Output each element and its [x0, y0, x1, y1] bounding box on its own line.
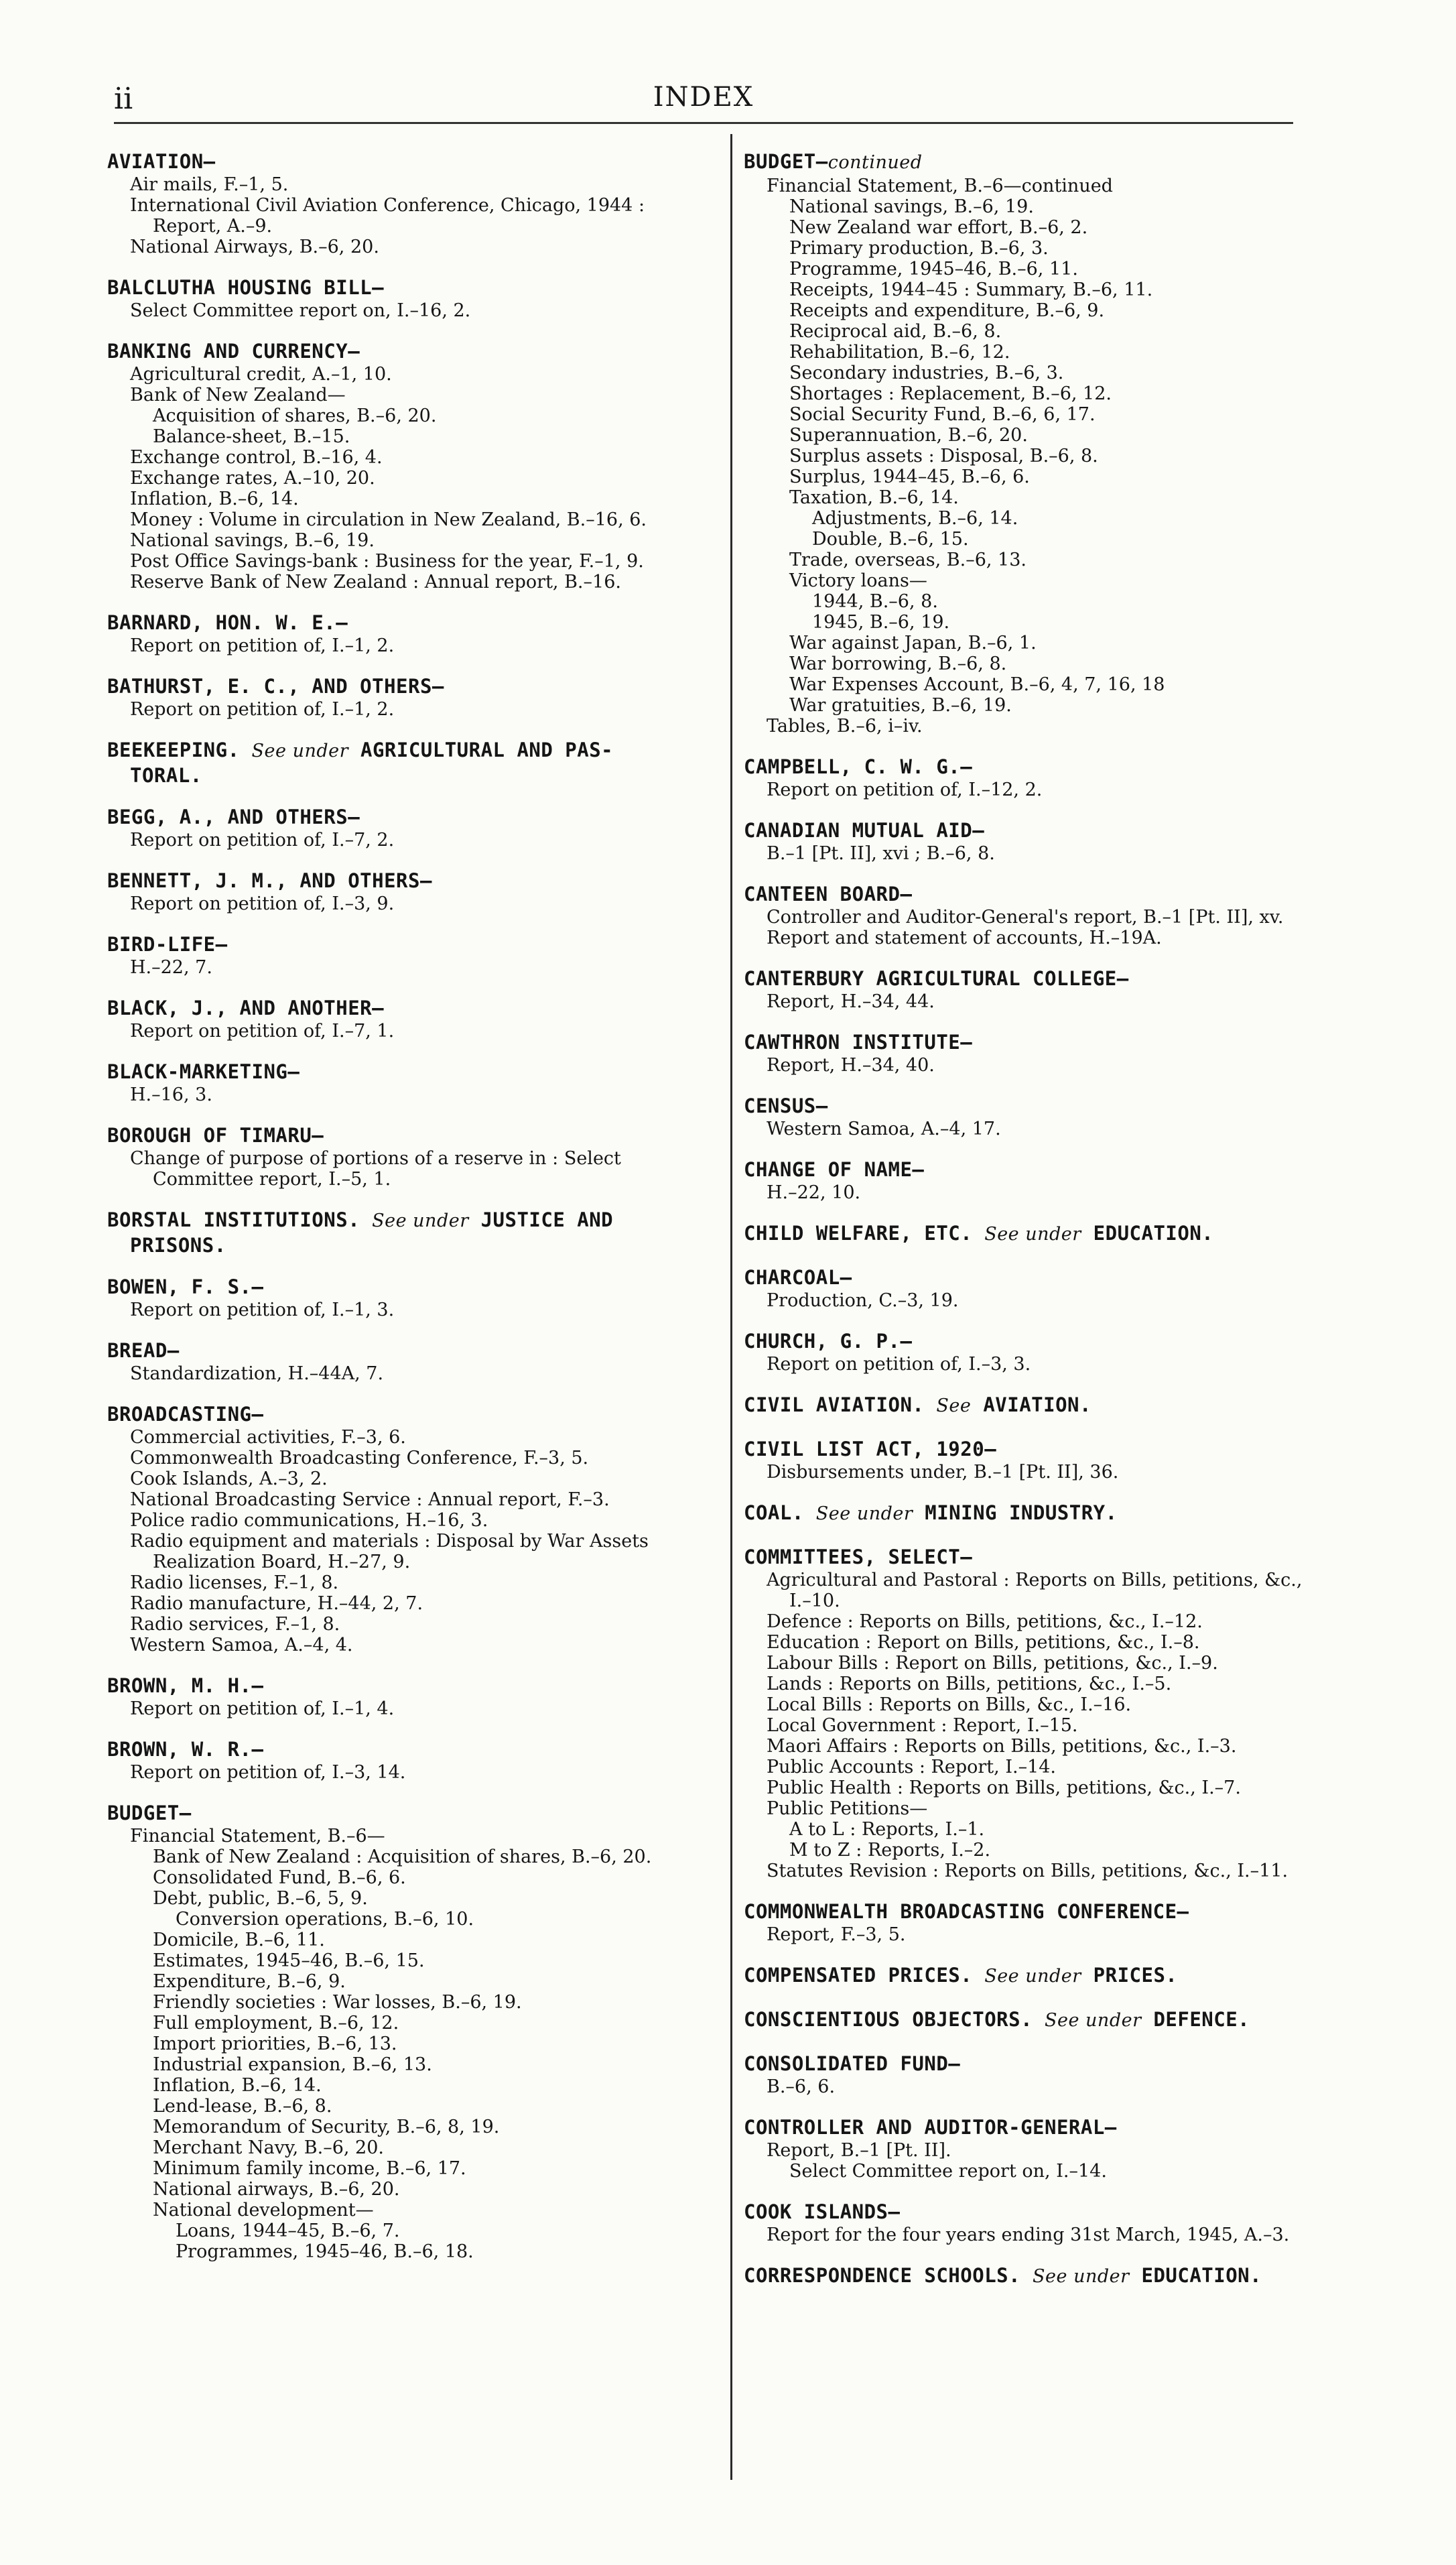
entry-heading	[107, 275, 724, 300]
entry-subline: Report, B.–1 [Pt. II].	[767, 2140, 951, 2161]
entry-subline: Report on petition of, I.–3, 14.	[130, 1762, 406, 1783]
heading-text: CHURCH, G. P.—	[744, 1330, 913, 1353]
index-entry	[744, 818, 1387, 864]
index-entry	[107, 275, 724, 321]
index-entry	[744, 966, 1387, 1012]
heading-text: CONSOLIDATED FUND—	[744, 2052, 961, 2075]
entry-subline: H.–22, 10.	[767, 1182, 861, 1203]
index-entry	[107, 1401, 724, 1655]
entry-subline: Cook Islands, A.–3, 2.	[130, 1468, 328, 1489]
entry-subline: Report on petition of, I.–12, 2.	[767, 779, 1043, 800]
entry-subline: War against Japan, B.–6, 1.	[789, 633, 1037, 653]
entry-subline: Social Security Fund, B.–6, 6, 17.	[789, 404, 1096, 425]
index-entry	[744, 1157, 1387, 1203]
entry-subline: Statutes Revision : Reports on Bills, petitions, &c., I.–11.	[767, 1861, 1288, 1881]
index-entry	[744, 1962, 1387, 1989]
see-target: AVIATION.	[983, 1393, 1091, 1416]
entry-subline: 1945, B.–6, 19.	[812, 612, 950, 633]
entry-subline: Agricultural credit, A.–1, 10.	[130, 364, 392, 385]
entry-subline: Loans, 1944–45, B.–6, 7.	[176, 2220, 400, 2241]
entry-subline: H.–22, 7.	[130, 957, 212, 978]
entry-subline: Programmes, 1945–46, B.–6, 18.	[176, 2241, 474, 2262]
heading-text: BROADCASTING—	[107, 1403, 264, 1426]
heading-text: COOK ISLANDS—	[744, 2200, 901, 2223]
see-target: MINING INDUSTRY.	[925, 1501, 1118, 1524]
entry-heading-continuation: TORAL.	[130, 764, 202, 787]
index-entry	[744, 1029, 1387, 1076]
entry-heading	[744, 1962, 1387, 1989]
heading-text: CANTEEN BOARD—	[744, 883, 913, 905]
entry-heading	[744, 1157, 1387, 1182]
heading-text: COMPENSATED PRICES.	[744, 1964, 973, 1987]
see-reference: See under	[984, 1224, 1081, 1245]
index-entry	[107, 804, 724, 851]
entry-heading	[744, 2115, 1387, 2140]
entry-subline: Friendly societies : War losses, B.–6, 19.	[153, 1992, 522, 2013]
entry-subline: Report on petition of, I.–7, 2.	[130, 830, 395, 851]
index-entry	[107, 995, 724, 1042]
heading-text: CONTROLLER AND AUDITOR-GENERAL—	[744, 2116, 1117, 2139]
entry-heading	[107, 1737, 724, 1762]
entry-subline: Lands : Reports on Bills, petitions, &c., I.–5.	[767, 1674, 1172, 1694]
entry-subline: National savings, B.–6, 19.	[789, 196, 1034, 217]
entry-heading	[107, 804, 724, 830]
heading-text: CHANGE OF NAME—	[744, 1158, 925, 1181]
heading-text: CHARCOAL—	[744, 1266, 852, 1289]
entry-subline: Report and statement of accounts, H.–19A.	[767, 928, 1162, 948]
entry-heading	[107, 674, 724, 699]
index-entry	[744, 1544, 1387, 1881]
heading-text: BLACK-MARKETING—	[107, 1060, 300, 1083]
entry-subline: Report, H.–34, 44.	[767, 991, 935, 1012]
index-entry	[744, 1328, 1387, 1375]
entry-heading	[107, 338, 724, 364]
entry-subline: Consolidated Fund, B.–6, 6.	[153, 1867, 406, 1888]
see-target: PRICES.	[1093, 1964, 1178, 1987]
entry-heading	[744, 2051, 1387, 2076]
entry-subline: Radio licenses, F.–1, 8.	[130, 1572, 339, 1593]
entry-heading	[744, 1093, 1387, 1119]
heading-text: CENSUS—	[744, 1094, 828, 1117]
index-entry	[107, 932, 724, 978]
heading-text: CANTERBURY AGRICULTURAL COLLEGE—	[744, 967, 1129, 990]
entry-subline: I.–10.	[789, 1590, 840, 1611]
heading-text: BROWN, W. R.—	[107, 1738, 264, 1761]
see-reference: See under	[984, 1966, 1081, 1987]
entry-subline: Conversion operations, B.–6, 10.	[176, 1909, 474, 1930]
entry-subline: Committee report, I.–5, 1.	[153, 1169, 391, 1190]
heading-text: AVIATION—	[107, 150, 216, 173]
entry-subline: H.–16, 3.	[130, 1084, 212, 1105]
entry-subline: Report on petition of, I.–7, 1.	[130, 1021, 395, 1042]
index-entry	[107, 1059, 724, 1105]
entry-subline: Defence : Reports on Bills, petitions, &c., I.–12.	[767, 1611, 1203, 1632]
entry-subline: Merchant Navy, B.–6, 20.	[153, 2137, 384, 2158]
entry-heading	[107, 1800, 724, 1826]
entry-subline: B.–1 [Pt. II], xvi ; B.–6, 8.	[767, 843, 995, 864]
entry-subline: Surplus, 1944–45, B.–6, 6.	[789, 466, 1030, 487]
heading-text: CAMPBELL, C. W. G.—	[744, 755, 973, 778]
index-entry	[107, 737, 724, 787]
entry-subline: Bank of New Zealand : Acquisition of shares, B.–6, 20.	[153, 1847, 652, 1867]
heading-text: COMMONWEALTH BROADCASTING CONFERENCE—	[744, 1900, 1189, 1923]
entry-subline: Police radio communications, H.–16, 3.	[130, 1510, 488, 1531]
heading-text: BEEKEEPING.	[107, 739, 240, 761]
entry-subline: War borrowing, B.–6, 8.	[789, 653, 1007, 674]
entry-heading	[107, 610, 724, 635]
entry-subline: National airways, B.–6, 20.	[153, 2179, 400, 2200]
index-entry	[744, 1500, 1387, 1527]
entry-subline: Labour Bills : Report on Bills, petitions, &c., I.–9.	[767, 1653, 1218, 1674]
entry-subline: Receipts, 1944–45 : Summary, B.–6, 11.	[789, 279, 1153, 300]
index-entry	[744, 2199, 1387, 2245]
entry-subline: Money : Volume in circulation in New Zealand, B.–16, 6.	[130, 509, 647, 530]
entry-subline: Minimum family income, B.–6, 17.	[153, 2158, 466, 2179]
heading-continued: continued	[828, 152, 923, 173]
entry-subline: A to L : Reports, I.–1.	[789, 1819, 985, 1840]
entry-subline: Trade, overseas, B.–6, 13.	[789, 550, 1027, 570]
heading-text: BREAD—	[107, 1339, 180, 1362]
entry-subline: Full employment, B.–6, 12.	[153, 2013, 399, 2034]
entry-heading	[107, 1673, 724, 1698]
index-entry	[744, 1392, 1387, 1419]
entry-subline: Local Bills : Reports on Bills, &c., I.–16.	[767, 1694, 1132, 1715]
entry-heading	[744, 1265, 1387, 1290]
entry-subline: Report on petition of, I.–3, 3.	[767, 1354, 1031, 1375]
heading-text: BORSTAL INSTITUTIONS.	[107, 1208, 360, 1231]
see-reference: See under	[815, 1503, 913, 1524]
see-reference: See under	[1045, 2010, 1142, 2031]
entry-subline: Industrial expansion, B.–6, 13.	[153, 2054, 432, 2075]
index-entry	[744, 1265, 1387, 1311]
see-reference: See under	[251, 741, 349, 761]
entry-heading	[744, 149, 1387, 176]
heading-text: BALCLUTHA HOUSING BILL—	[107, 276, 385, 299]
entry-subline: Shortages : Replacement, B.–6, 12.	[789, 383, 1112, 404]
entry-subline: Programme, 1945–46, B.–6, 11.	[789, 259, 1078, 279]
index-column-left	[107, 149, 724, 2262]
entry-subline: Commonwealth Broadcasting Conference, F.–3, 5.	[130, 1448, 589, 1468]
entry-heading	[107, 1207, 724, 1234]
index-entry	[744, 149, 1387, 737]
entry-heading	[744, 1328, 1387, 1354]
entry-subline: Western Samoa, A.–4, 4.	[130, 1635, 353, 1655]
heading-text: BARNARD, HON. W. E.—	[107, 611, 348, 634]
index-entry	[107, 868, 724, 914]
entry-subline: Tables, B.–6, i–iv.	[767, 716, 923, 737]
entry-subline: Agricultural and Pastoral : Reports on Bills, petitions, &c.,	[767, 1570, 1303, 1590]
entry-subline: Domicile, B.–6, 11.	[153, 1930, 325, 1950]
entry-heading	[744, 1899, 1387, 1924]
entry-subline: Acquisition of shares, B.–6, 20.	[153, 405, 437, 426]
entry-subline: Report on petition of, I.–1, 2.	[130, 699, 395, 720]
entry-heading	[107, 1338, 724, 1363]
entry-heading	[744, 1029, 1387, 1055]
entry-subline: National Airways, B.–6, 20.	[130, 237, 379, 257]
entry-subline: Controller and Auditor-General's report, B.–1 [Pt. II], xv.	[767, 907, 1284, 928]
entry-subline: Debt, public, B.–6, 5, 9.	[153, 1888, 368, 1909]
heading-text: BEGG, A., AND OTHERS—	[107, 806, 360, 828]
entry-subline: Financial Statement, B.–6—continued	[767, 176, 1113, 196]
index-entry	[744, 1093, 1387, 1139]
entry-subline: Exchange control, B.–16, 4.	[130, 447, 383, 468]
entry-subline: National savings, B.–6, 19.	[130, 530, 375, 551]
heading-text: CONSCIENTIOUS OBJECTORS.	[744, 2008, 1033, 2031]
entry-subline: Select Committee report on, I.–16, 2.	[130, 300, 471, 321]
index-entry	[744, 1899, 1387, 1945]
entry-heading	[744, 881, 1387, 907]
index-entry	[744, 2007, 1387, 2034]
entry-subline: Report for the four years ending 31st March, 1945, A.–3.	[767, 2225, 1290, 2245]
entry-subline: Estimates, 1945–46, B.–6, 15.	[153, 1950, 425, 1971]
index-entry	[744, 2051, 1387, 2097]
entry-heading	[107, 932, 724, 957]
entry-heading-continuation: PRISONS.	[130, 1234, 226, 1257]
entry-subline: Expenditure, B.–6, 9.	[153, 1971, 346, 1992]
entry-heading	[107, 1123, 724, 1148]
entry-subline: M to Z : Reports, I.–2.	[789, 1840, 991, 1861]
entry-subline: Report, F.–3, 5.	[767, 1924, 906, 1945]
entry-subline: Victory loans—	[789, 570, 927, 591]
entry-subline: Primary production, B.–6, 3.	[789, 238, 1049, 259]
index-entry	[744, 1436, 1387, 1483]
entry-subline: Report on petition of, I.–1, 4.	[130, 1698, 395, 1719]
entry-subline: Public Accounts : Report, I.–14.	[767, 1757, 1057, 1777]
entry-subline: Report on petition of, I.–1, 2.	[130, 635, 395, 656]
entry-subline: Public Petitions—	[767, 1798, 928, 1819]
entry-subline: Report, A.–9.	[153, 216, 273, 237]
entry-subline: Financial Statement, B.–6—	[130, 1826, 385, 1847]
index-entry	[107, 1673, 724, 1719]
entry-subline: Secondary industries, B.–6, 3.	[789, 363, 1064, 383]
see-target: JUSTICE AND	[480, 1208, 614, 1231]
entry-subline: Maori Affairs : Reports on Bills, petitions, &c., I.–3.	[767, 1736, 1237, 1757]
index-column-right	[744, 149, 1387, 2290]
entry-subline: Disbursements under, B.–1 [Pt. II], 36.	[767, 1462, 1119, 1483]
index-entry	[107, 1737, 724, 1783]
see-reference: See	[936, 1395, 972, 1416]
see-target: EDUCATION.	[1093, 1222, 1214, 1245]
entry-heading	[744, 754, 1387, 779]
entry-heading	[107, 737, 724, 764]
entry-subline: Commercial activities, F.–3, 6.	[130, 1427, 406, 1448]
index-entry	[744, 1221, 1387, 1247]
heading-text: BUDGET—	[744, 150, 828, 173]
entry-subline: Air mails, F.–1, 5.	[130, 174, 289, 195]
heading-text: BANKING AND CURRENCY—	[107, 340, 360, 363]
entry-heading	[744, 2263, 1387, 2290]
heading-text: BIRD-LIFE—	[107, 933, 228, 956]
heading-text: CORRESPONDENCE SCHOOLS.	[744, 2264, 1021, 2287]
running-title: INDEX	[653, 82, 754, 113]
entry-subline: War Expenses Account, B.–6, 4, 7, 16, 18	[789, 674, 1165, 695]
entry-subline: B.–6, 6.	[767, 2076, 836, 2097]
entry-subline: Import priorities, B.–6, 13.	[153, 2034, 397, 2054]
index-entry	[744, 881, 1387, 948]
heading-text: CANADIAN MUTUAL AID—	[744, 819, 985, 842]
entry-subline: Report on petition of, I.–3, 9.	[130, 893, 395, 914]
heading-text: CIVIL LIST ACT, 1920—	[744, 1438, 997, 1460]
entry-subline: Rehabilitation, B.–6, 12.	[789, 342, 1010, 363]
heading-text: BUDGET—	[107, 1802, 192, 1824]
entry-subline: Inflation, B.–6, 14.	[153, 2075, 322, 2096]
heading-text: COMMITTEES, SELECT—	[744, 1546, 973, 1568]
heading-text: COAL.	[744, 1501, 804, 1524]
entry-heading	[107, 149, 724, 174]
heading-text: CHILD WELFARE, ETC.	[744, 1222, 973, 1245]
entry-subline: Report on petition of, I.–1, 3.	[130, 1300, 395, 1320]
heading-text: CAWTHRON INSTITUTE—	[744, 1031, 973, 1054]
entry-heading	[744, 818, 1387, 843]
entry-subline: Taxation, B.–6, 14.	[789, 487, 959, 508]
entry-subline: Public Health : Reports on Bills, petitions, &c., I.–7.	[767, 1777, 1241, 1798]
entry-subline: Inflation, B.–6, 14.	[130, 489, 299, 509]
page-number: ii	[114, 82, 133, 116]
entry-subline: Superannuation, B.–6, 20.	[789, 425, 1028, 446]
see-reference: See under	[372, 1210, 469, 1231]
index-entry	[744, 2263, 1387, 2290]
index-entry	[744, 2115, 1387, 2182]
index-entry	[107, 149, 724, 257]
heading-text: BATHURST, E. C., AND OTHERS—	[107, 675, 444, 698]
heading-text: BENNETT, J. M., AND OTHERS—	[107, 869, 432, 892]
entry-heading	[744, 2007, 1387, 2034]
index-entry	[107, 1274, 724, 1320]
index-entry	[107, 338, 724, 592]
entry-subline: Standardization, H.–44A, 7.	[130, 1363, 384, 1384]
index-entry	[107, 1800, 724, 2262]
entry-subline: Local Government : Report, I.–15.	[767, 1715, 1078, 1736]
heading-text: BOROUGH OF TIMARU—	[107, 1124, 324, 1147]
entry-heading	[107, 995, 724, 1021]
entry-heading	[744, 1544, 1387, 1570]
entry-subline: New Zealand war effort, B.–6, 2.	[789, 217, 1088, 238]
entry-heading	[107, 1274, 724, 1300]
entry-subline: Surplus assets : Disposal, B.–6, 8.	[789, 446, 1098, 466]
entry-subline: Adjustments, B.–6, 14.	[812, 508, 1018, 529]
entry-subline: Lend-lease, B.–6, 8.	[153, 2096, 332, 2117]
index-entry	[107, 610, 724, 656]
entry-subline: Reserve Bank of New Zealand : Annual report, B.–16.	[130, 572, 621, 592]
entry-subline: Receipts and expenditure, B.–6, 9.	[789, 300, 1105, 321]
see-target: EDUCATION.	[1141, 2264, 1262, 2287]
entry-subline: Post Office Savings-bank : Business for the year, F.–1, 9.	[130, 551, 644, 572]
entry-subline: Production, C.–3, 19.	[767, 1290, 959, 1311]
entry-subline: Radio equipment and materials : Disposal by War Assets	[130, 1531, 649, 1552]
see-reference: See under	[1033, 2266, 1130, 2287]
entry-subline: Reciprocal aid, B.–6, 8.	[789, 321, 1002, 342]
entry-subline: Change of purpose of portions of a reserve in : Select	[130, 1148, 621, 1169]
entry-heading	[107, 868, 724, 893]
entry-subline: Education : Report on Bills, petitions, &c., I.–8.	[767, 1632, 1200, 1653]
heading-text: CIVIL AVIATION.	[744, 1393, 925, 1416]
column-divider	[730, 134, 732, 2480]
entry-subline: Double, B.–6, 15.	[812, 529, 969, 550]
entry-subline: International Civil Aviation Conference, Chicago, 1944 :	[130, 195, 645, 216]
index-entry	[107, 1338, 724, 1384]
entry-heading	[744, 1392, 1387, 1419]
entry-heading	[744, 2199, 1387, 2225]
index-entry	[107, 1207, 724, 1257]
entry-subline: Radio manufacture, H.–44, 2, 7.	[130, 1593, 423, 1614]
entry-heading	[744, 966, 1387, 991]
entry-heading	[744, 1500, 1387, 1527]
entry-subline: National development—	[153, 2200, 374, 2220]
index-entry	[744, 754, 1387, 800]
entry-subline: Report, H.–34, 40.	[767, 1055, 935, 1076]
see-target: DEFENCE.	[1153, 2008, 1250, 2031]
entry-subline: Radio services, F.–1, 8.	[130, 1614, 340, 1635]
entry-subline: Realization Board, H.–27, 9.	[153, 1552, 411, 1572]
entry-subline: National Broadcasting Service : Annual report, F.–3.	[130, 1489, 610, 1510]
heading-text: BLACK, J., AND ANOTHER—	[107, 997, 385, 1019]
see-target: AGRICULTURAL AND PAS-	[360, 739, 614, 761]
entry-heading	[107, 1401, 724, 1427]
entry-subline: Western Samoa, A.–4, 17.	[767, 1119, 1001, 1139]
entry-subline: Memorandum of Security, B.–6, 8, 19.	[153, 2117, 500, 2137]
entry-subline: Select Committee report on, I.–14.	[789, 2161, 1107, 2182]
entry-subline: War gratuities, B.–6, 19.	[789, 695, 1012, 716]
heading-text: BROWN, M. H.—	[107, 1674, 264, 1697]
entry-heading	[744, 1436, 1387, 1462]
entry-subline: Exchange rates, A.–10, 20.	[130, 468, 375, 489]
entry-heading	[107, 1059, 724, 1084]
entry-subline: Balance-sheet, B.–15.	[153, 426, 350, 447]
page-header	[114, 79, 1293, 124]
index-entry	[107, 1123, 724, 1190]
index-entry	[107, 674, 724, 720]
entry-subline: Bank of New Zealand—	[130, 385, 346, 405]
entry-subline: 1944, B.–6, 8.	[812, 591, 938, 612]
entry-heading	[744, 1221, 1387, 1247]
heading-text: BOWEN, F. S.—	[107, 1275, 264, 1298]
